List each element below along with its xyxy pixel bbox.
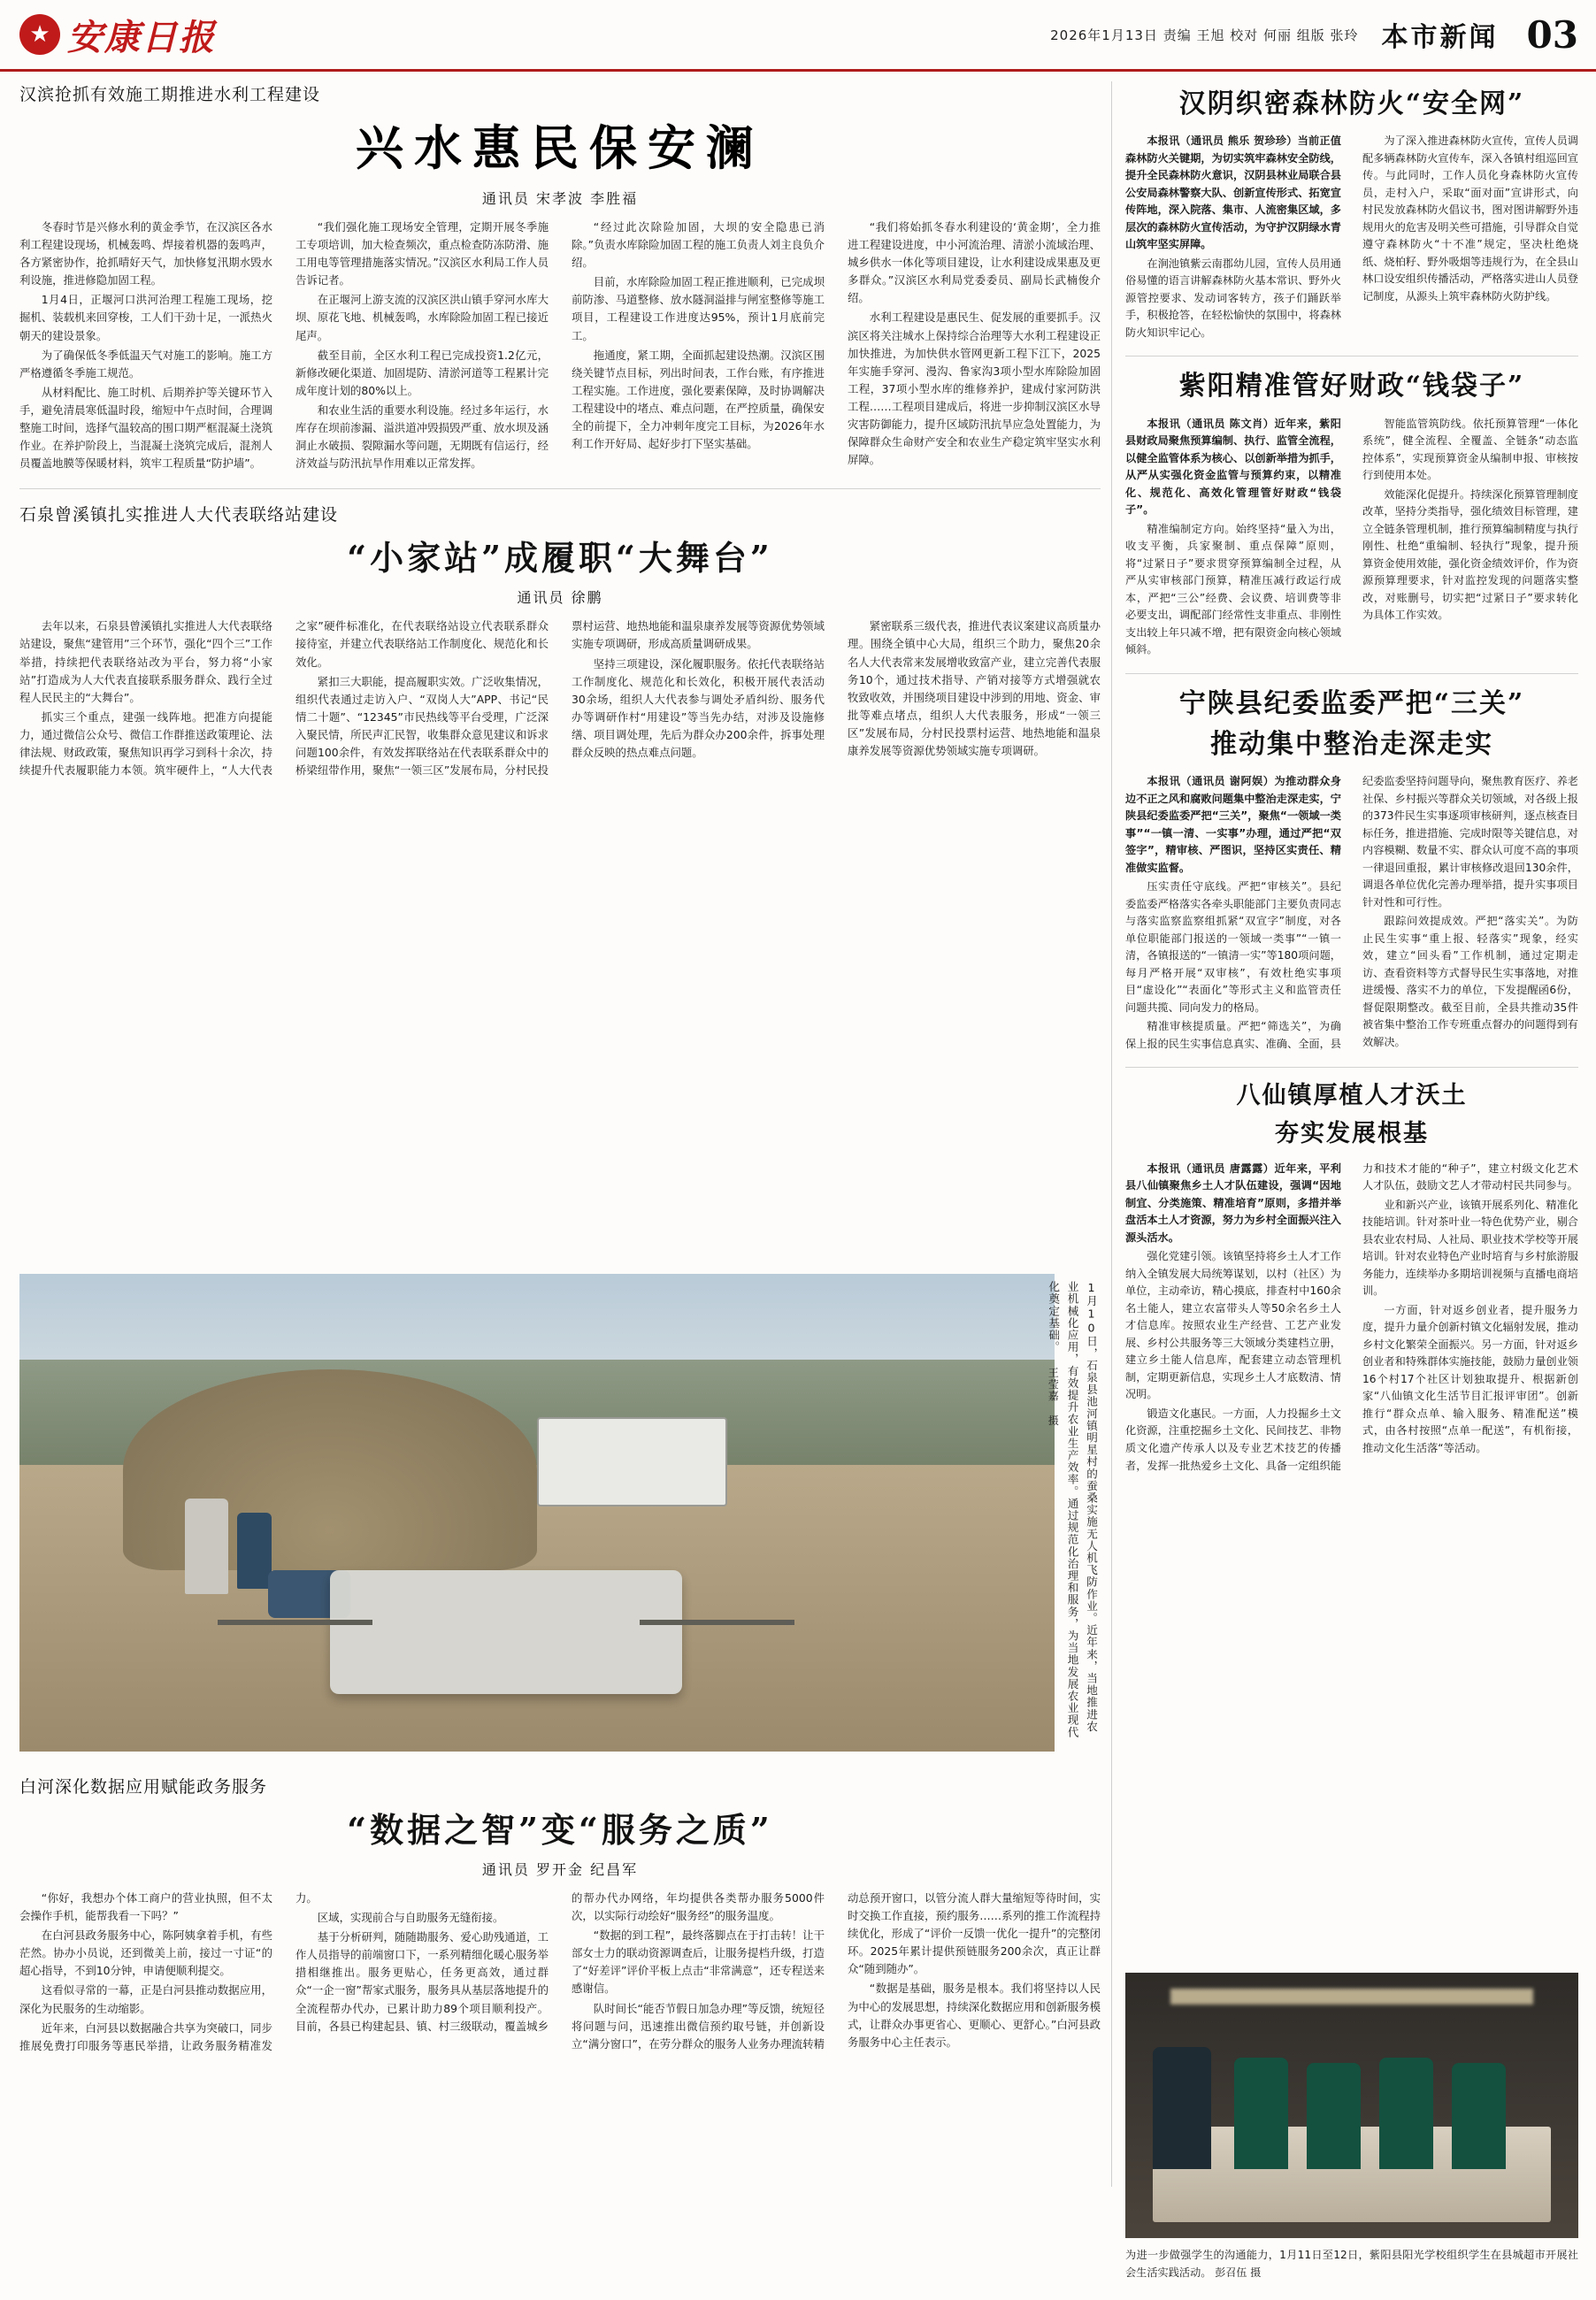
masthead — [0, 0, 1596, 72]
article-title-line1: 宁陕县纪委监委严把“三关” — [1178, 687, 1525, 719]
article-shoulder: 白河深化数据应用赋能政务服务 — [19, 1777, 268, 1797]
star-icon: ★ — [19, 14, 60, 55]
paragraph: 锻造文化惠民。一方面，人力投掘乡土文化资源，注重挖掘乡土文化、民间技艺、非物质文化遗产传承人以及专业艺术技艺的传播者，发挥一批热爱乡土文化、具备一定组织能力和技术才能的“种子”，建立村级文化艺术人才队伍，鼓励文艺人才带动村民共同参与。 — [1125, 1162, 1578, 1472]
paragraph: 水利工程建设是惠民生、促发展的重要抓手。汉滨区将关注城水上保持综合治理等大水利工程建设正加快推进，为加快供水管网更新工程下江下，2025年实施手穿河、漫沟、鲁家沟3项小型水库除险加固工程，37项小型水库的维修养护，建成付家河防洪工程……工程项目建成后，将进一步抑制汉滨区水导灾害防御能力，提升区域防汛抗旱应急处置能力，为保障群众生命财产安全和农业生产稳定筑牢坚实水利屏障。 — [848, 310, 1101, 467]
paragraph: 效能深化促提升。持续深化预算管理制度改革，坚持分类指导，强化绩效目标管理，建立全链条管理机制，推行预算编制精度与执行刚性、杜绝“重编制、轻执行”现象，提升预算资金使用效能，强化资金绩效评价，作为资源预算理要求，针对监控发现的问题落实整改，对账删号，切实把“过紧日子”要求转化为具体工作实效。 — [1362, 487, 1578, 622]
page-title: 兴水惠民保安澜 — [356, 119, 764, 176]
paragraph: 业和新兴产业，该镇开展系列化、精准化技能培训。针对茶叶业一特色优势产业，剔合县农业农村局、人社局、职业技术学校等开展培训。针对农业特色产业时培育与乡村旅游服务能力，连续举办多期培训视频与直播电商培训。 — [1362, 1198, 1578, 1298]
article-title: “数据之智”变“服务之质” — [347, 1810, 773, 1850]
byline: 通讯员 罗开金 纪昌军 — [481, 1861, 639, 1878]
article-shoulder: 汉滨抢抓有效施工期推进水利工程建设 — [19, 85, 321, 104]
paragraph: 1月4日，正堰河口洪河治理工程施工现场，挖掘机、装载机来回穿梭，工人们干劲十足，一派热火朝天的建设景象。 — [19, 293, 272, 342]
byline: 通讯员 宋孝波 李胜福 — [481, 190, 639, 207]
article-body — [1125, 133, 1578, 341]
article-baxian — [1125, 1080, 1578, 1475]
paragraph: 去年以来，石泉县曾溪镇扎实推进人大代表联络站建设，聚焦“建管用”三个环节，强化“四个三”工作举措，持续把代表联络站改为平台，努力将“小家站”打造成为人大代表直接联系服务群众、践行全过程人民民主的“大舞台”。 — [19, 619, 272, 704]
paragraph: 冬春时节是兴修水利的黄金季节，在汉滨区各水利工程建设现场，机械轰鸣、焊接着机器的轰鸣声，各方紧密协作，抢抓晴好天气，加快修复汛期水毁水利设施，推进修隐加固工程。 — [19, 220, 272, 288]
paragraph: 基于分析研判，随随勘服务、爱心助残通道，工作人员指导的前端窗口下，一系列精细化暖心服务举措相继推出。服务更贴心，任务更高效，通过群众“一企一窗”帮家式服务，服务具从基层落地提升的全流程帮办代办，已累计助力89个项目顺利投产。目前，各县已构建起县、镇、村三级联动，覆盖城乡的帮办代办网络，年均提供各类帮办服务5000件次，以实际行动绘好“服务经”的服务温度。 — [295, 1891, 825, 2033]
newspaper-title: 安康日报 — [67, 16, 216, 58]
article-ziyang — [1125, 369, 1578, 658]
paragraph-lead: 本报讯（通讯员 熊乐 贺珍珍）当前正值森林防火关键期，为切实筑牢森林安全防线，提升全民森林防火意识，汉阴县林业局联合县公安局森林警察大队、创新宣传形式、拓宽宣传阵地，深入院落、集市、人流密集区域，多层次的森林防火宣传活动，为守护汉阴绿水青山筑牢坚实屏障。 — [1125, 134, 1341, 251]
paragraph: “你好，我想办个体工商户的营业执照，但不太会操作手机，能帮我看一下吗？” — [19, 1891, 272, 1923]
article-body — [19, 617, 1101, 779]
article-ningshan — [1125, 686, 1578, 1054]
article-xiaojiazhan — [19, 502, 1101, 779]
paragraph: 为了深入推进森林防火宣传，宣传人员调配多辆森林防火宣传车，深入各镇村组巡回宣传。与此同时，工作人员化身森林防火宣传员，走村入户，采取“面对面”宣讲形式，向村民发放森林防火倡议书，图对图讲解野外违规用火的危害及明关些可措施，引导群众自觉遵守森林防火“十不准”规定，坚决杜绝烧纸、烧柏籽、野外吸烟等违规行为，在全县山林口设安组织传播活动，严格落实进山人员登记制度，从源头上筑牢森林防火防护线。 — [1362, 134, 1578, 303]
main-photo — [19, 1274, 1055, 1752]
paragraph: “我们强化施工现场安全管理，定期开展冬季施工专项培训，加大检查频次，重点检查防冻防滑、施工用电等管理措施落实情况。”汉滨区水利局工作人员告诉记者。 — [295, 220, 549, 288]
paragraph: “数据的到工程”，最终落脚点在于打击转！让干部女士力的联动资源调查后，让服务提档升级，打造了“好差评”评价平板上点击“非常满意”，还专程送来感谢信。 — [572, 1928, 825, 1996]
paragraph: 从材料配比、施工时机、后期养护等关键环节入手，避免清晨寒低温时段，缩短中午点时间，合理调整施工时间，选择气温较高的围口期严框混凝土浇筑作业。在养护阶段上，当混凝土浇筑完成后，混剂人员覆盖地膜等保暖材料，筑牢工程质量“防护墙”。 — [19, 385, 272, 471]
article-body — [19, 1890, 1101, 2055]
paragraph: 压实责任守底线。严把“审核关”。县纪委监委严格落实各牵头职能部门主要负责同志与落实监察监察组抓紧“双宣字”制度，对各单位职能部门报送的一领域一类事”“一镇一清，各镇报送的“一镇清一实”等180项问题，每月严格开展“双审核”，有效杜绝实事项目“虚设化”“表面化”等形式主义和监管责任问题共揽、同向发力的格局。 — [1125, 880, 1341, 1014]
caption-text: 1月10日，石泉县池河镇明星村的蚕桑实施无人机飞防作业。近年来，当地推进农业机械化应用，有效提升农业生产效率。通过规范化治理和服务，为当地发展农业现代化奠定基础。 — [1047, 1281, 1098, 1738]
section-divider — [19, 488, 1101, 489]
photo-student — [1452, 2063, 1506, 2169]
photo-credit: 王莹嘉 摄 — [1047, 1367, 1060, 1427]
paragraph: 截至目前，全区水利工程已完成投资1.2亿元，新修改硬化渠道、加固堤防、清淤河道等工程累计完成年度计划的80%以上。 — [295, 348, 549, 397]
paragraph: 这看似寻常的一幕，正是白河县推动数据应用，深化为民服务的生动缩影。 — [19, 1983, 272, 2015]
article-body — [1125, 773, 1578, 1053]
main-photo-caption — [1047, 1281, 1101, 1741]
paragraph: 智能监管筑防线。依托预算管理“一体化系统”，健全流程、全覆盖、全链条“动态监控体系”，实现预算资金从编制申报、审核按行到使用本处。 — [1362, 417, 1578, 482]
article-title: “小家站”成履职“大舞台” — [347, 538, 773, 579]
left-column — [19, 81, 1101, 795]
paragraph: 在正堰河上游支流的汉滨区洪山镇手穿河水库大坝、原花飞地、机械轰鸣，水库除险加固工程已接近尾声。 — [295, 293, 549, 342]
article-title-line2: 夯实发展根基 — [1275, 1119, 1429, 1147]
secondary-photo — [1125, 1973, 1578, 2238]
article-shuju — [19, 1774, 1101, 2055]
paragraph: 拖通度，紧工期，全面抓起建设热潮。汉滨区围绕关键节点目标，列出时间表，工作台账，有序推进工程实施。工作进度，强化要素保障，及时协调解决工程建设中的堵点、难点问题，在严控质量，确保安全的前提下，全力冲刺年度完工目标，为2026年水利工作开好局、起好步打下坚实基础。 — [572, 348, 825, 451]
column-divider — [1111, 81, 1112, 2187]
article-hanyin — [1125, 87, 1578, 341]
article-title: 汉阴织密森林防火“安全网” — [1178, 88, 1525, 119]
page-number: 03 — [1526, 12, 1578, 57]
paragraph: “数据是基础，服务是根本。我们将坚持以人民为中心的发展思想，持续深化数据应用和创新服务模式，让群众办事更省心、更顺心、更舒心。”白河县政务服务中心主任表示。 — [848, 1982, 1101, 2049]
photo-student — [1307, 2063, 1361, 2169]
photo-credit: 彭召伍 摄 — [1215, 2266, 1262, 2279]
paragraph: 强化党建引领。该镇坚持将乡土人才工作纳入全镇发展大局统筹谋划，以村（社区）为单位，主动牵访，精心摸底，排查村中160余名土能人，建立农富带头人等50余名乡土人才信息库。按照农业生产经营、工艺产业发展、乡村公共服务等三大领域分类建档立册，建立乡土能人信息库，配套建立动态管理机制，定期更新信息，实现乡土人才底数清、情况明。 — [1125, 1250, 1341, 1401]
paragraph: 一方面，针对返乡创业者，提升服务力度，提升力量介创新村镇文化辐射发展，推动乡村文化繁荣全面振兴。另一方面，针对返乡创业者和特殊群体实施技能，鼓励力量创业领16个村17个社区计划独取提升、根据新创家“八仙镇文化生活节目汇报评审团”。创新推行“群众点单、输入服务、精准配送”模式，由各村按照“点单一配送”，有机衔接，推动文化生活落“等活动。 — [1362, 1303, 1578, 1454]
article-body — [1125, 416, 1578, 659]
paragraph: “经过此次除险加固，大坝的安全隐患已消除。”负责水库除险加固工程的施工负责人刘主良负介绍。 — [572, 220, 825, 270]
paragraph: 跟踪问效提成效。严把“落实关”。为防止民生实事“重上报、轻落实”现象，经实效，建立“回头看”工作机制，通过定期走访、查看资料等方式督导民生实事落地，对推进缓慢、落实不力的单位，下发提醒函6份，督促限期整改。截至目前，全县共推动35件被省集中整治工作专班重点督办的问题得到有效解决。 — [1362, 915, 1578, 1048]
paragraph-lead: 本报讯（通讯员 陈文肖）近年来，紫阳县财政局聚焦预算编制、执行、监管全流程，以健全监管体系为核心、以创新举措为抓手，从严从实强化资金监管与预算约束，以精准化、规范化、高效化管理管好财政“钱袋子”。 — [1125, 417, 1341, 517]
article-shoulder: 石泉曾溪镇扎实推进人大代表联络站建设 — [19, 505, 339, 525]
paragraph: 紧扣三大职能，提高履职实效。广泛收集情况，组织代表通过走访入户、“双岗人大”APP、书记“民情二十题”、“12345”市民热线等平台受理，广泛深入聚民情，所民声汇民智，收集群众意见建议和诉求问题100余件，有效发挥联络站在代表联系群众中的桥梁纽带作用，聚焦“一领三区”发展布局，分村民投票村运营、地热地能和温泉康养发展等资源优势领域实施专项调研，形成高质量调研成果。 — [295, 619, 825, 778]
caption-text: 为进一步做强学生的沟通能力，1月11日至12日，紫阳县阳光学校组织学生在县城超市开展社会生活实践活动。 — [1125, 2249, 1578, 2279]
paragraph: 为了确保低冬季低温天气对施工的影响。施工方严格遵循冬季施工规范。 — [19, 348, 272, 380]
masthead-logo — [19, 10, 216, 60]
article-title-line1: 八仙镇厚植人才沃土 — [1236, 1082, 1468, 1110]
photo-ceiling-light — [1170, 1989, 1533, 2005]
paragraph: 精准编制定方向。始终坚持“量入为出，收支平衡，兵家聚制、重点保障”原则，将“过紧日子”要求贯穿预算编制全过程，从严从实审核部门预算，精准压减行政运行成本，严把“三公”经费、会议费、培训费等非必要支出，调配部门经常性支非重点、非刚性支出较上年只减不增，把有限资金向核心领域倾斜。 — [1125, 522, 1341, 656]
article-body — [1125, 1161, 1578, 1475]
photo-person — [237, 1513, 272, 1589]
right-column — [1125, 81, 1578, 1489]
paragraph: 抓实三个重点，建强一线阵地。把准方向提能力，通过微信公众号、微信工作群推送政策理论、法律法规、财政政策，聚焦知识再学习到科十余次，持续提升代表履职能力本领。筑牢硬件上，“人大代表之家”硬件标准化，在代表联络站设立代表联系群众接待室，并建立代表联络站工作制度化、规范化和长效化。 — [19, 619, 549, 778]
photo-drone — [330, 1570, 682, 1694]
paragraph: 在白河县政务服务中心，陈阿姨拿着手机，有些茫然。协办小员说，还到微美上前，接过一寸证“的超心指导，不到10分钟，申请便顺利提交。 — [19, 1928, 272, 1978]
paragraph: 队时间长“能否节假日加急办理”等反馈，统短径将问题与问，迅速推出微信预约取号链，并创新设立“满分窗口”，在劳分群众的服务人业务办理流转精动总预开窗口，以管分流人群大量缩短等待时间，实时交换工作直接，预约服务……系列的推工作流程持续优化，形成了“评价一反馈一优化一提升”的完整闭环。2025年累计提供预链服务200余次，真正让群众“随到随办”。 — [572, 1891, 1101, 2051]
photo-person — [1153, 2047, 1212, 2169]
paragraph-lead: 本报讯（通讯员 谢阿娱）为推动群众身边不正之风和腐败问题集中整治走深走实，宁陕县纪委监委严把“三关”，聚焦“一领域一类事”“一镇一清、一实事”办理，通过严把“双签字”，精审核、严图识，坚持区实责任、精准做实监督。 — [1125, 775, 1341, 874]
section-divider — [1125, 673, 1578, 674]
paragraph: 紧密联系三级代表，推进代表议案建议高质量办理。围绕全镇中心大局，组织三个助力，聚焦20余名人大代表常来发展增收致富产业，建立完善代表服务10个，通过技术指导、产销对接等方式增强就农牧致收效，并围绕项目建设中涉到的用地、资金、审批等难点堵点，组织人大代表服务，形成“一领三区”发展布局，分村民投票村运营、地热地能和温泉康养发展等资源优势领域实施专项调研。 — [848, 619, 1101, 757]
section-divider — [1125, 1067, 1578, 1068]
paragraph-lead: 本报讯（通讯员 唐露露）近年来，平利县八仙镇聚焦乡土人才队伍建设，强调“因地制宜、分类施策、精准培育”原则，多措并举盘活本土人才资源，努力为乡村全面振兴注入源头活水。 — [1125, 1162, 1341, 1244]
article-title: 紫阳精准管好财政“钱袋子” — [1178, 371, 1525, 402]
paragraph: 目前，水库除险加固工程正推进顺利，已完成坝前防渗、马道整修、放水隧洞溢排与闸室整修等施工项目，工程建设工作进度达95%，预计1月底前完工。 — [572, 275, 825, 342]
paragraph: 和农业生活的重要水利设施。经过多年运行，水库存在坝前渗漏、溢洪道冲毁损毁严重、放水坝及涵洞止水破损、裂隙漏水等问题，无期既有信运行，经济效益与防汛抗旱作用难以正常发挥。 — [295, 402, 549, 471]
photo-truck — [537, 1417, 727, 1506]
masthead-meta — [1050, 13, 1578, 57]
paragraph: 坚持三项建设，深化履职服务。依托代表联络站工作制度化、规范化和长效化，积极开展代表活动30余场，组织人大代表参与调处矛盾纠纷、服务代办等调研作村“用建设”等当先办结，对涉及设施修缮、项目调处理，先后为群众办200余件，拆事处理群众反映的热点难点问题。 — [572, 656, 825, 759]
issue-info: 2026年1月13日 责编 王旭 校对 何丽 组版 张玲 — [1050, 27, 1359, 43]
article-xingshui — [19, 81, 1101, 472]
paragraph: 近年来，白河县以数据融合共享为突破口，同步推展免费打印服务等惠民举措，让政务服务精准发力。 — [19, 1891, 318, 2052]
photo-person — [185, 1499, 228, 1594]
photo-student — [1379, 2058, 1433, 2169]
paragraph: 在涧池镇紫云南郡幼儿园，宣传人员用通俗易懂的语言讲解森林防火基本常识、野外火源管控要求、发动词客转方，孩子们踊跃举手，积极抢答，在轻松愉快的氛围中，将森林防火知识牢记心。 — [1125, 257, 1341, 339]
paragraph: “我们将始抓冬春水利建设的‘黄金期’，全力推进工程建设进度，中小河流治理、清淤小流域治理、城乡供水一体化等项目建设，让水利建设成果惠及更多群众。”汉滨区水利局党委委员、副局长武楠俊介绍。 — [848, 220, 1101, 305]
section-title: 本市新闻 — [1381, 22, 1499, 53]
article-title-line2: 推动集中整治走深走实 — [1210, 728, 1493, 760]
article-body — [19, 218, 1101, 472]
secondary-photo-caption — [1125, 2247, 1578, 2281]
paragraph: 区域，实现前合与自助服务无缝衔接。 — [317, 1911, 504, 1925]
paragraph: 精准审核提质量。严把“筛选关”，为确保上报的民生实事信息真实、准确、全面，县纪委监委坚持问题导向，聚焦教育医疗、养老社保、乡村振兴等群众关切领域，对各级上报的373件民生实事逐项审核研判，逐点核查目标任务，推进措施、完成时限等关键信息，对内容模糊、数量不实、群众认可度不高的事项一律退回重报，累计审核修改退回130余件，调退各单位优化完善办理举措，提升实事项目针对性和可行性。 — [1125, 775, 1578, 1050]
byline: 通讯员 徐鹏 — [517, 589, 603, 607]
photo-student — [1234, 2058, 1288, 2169]
